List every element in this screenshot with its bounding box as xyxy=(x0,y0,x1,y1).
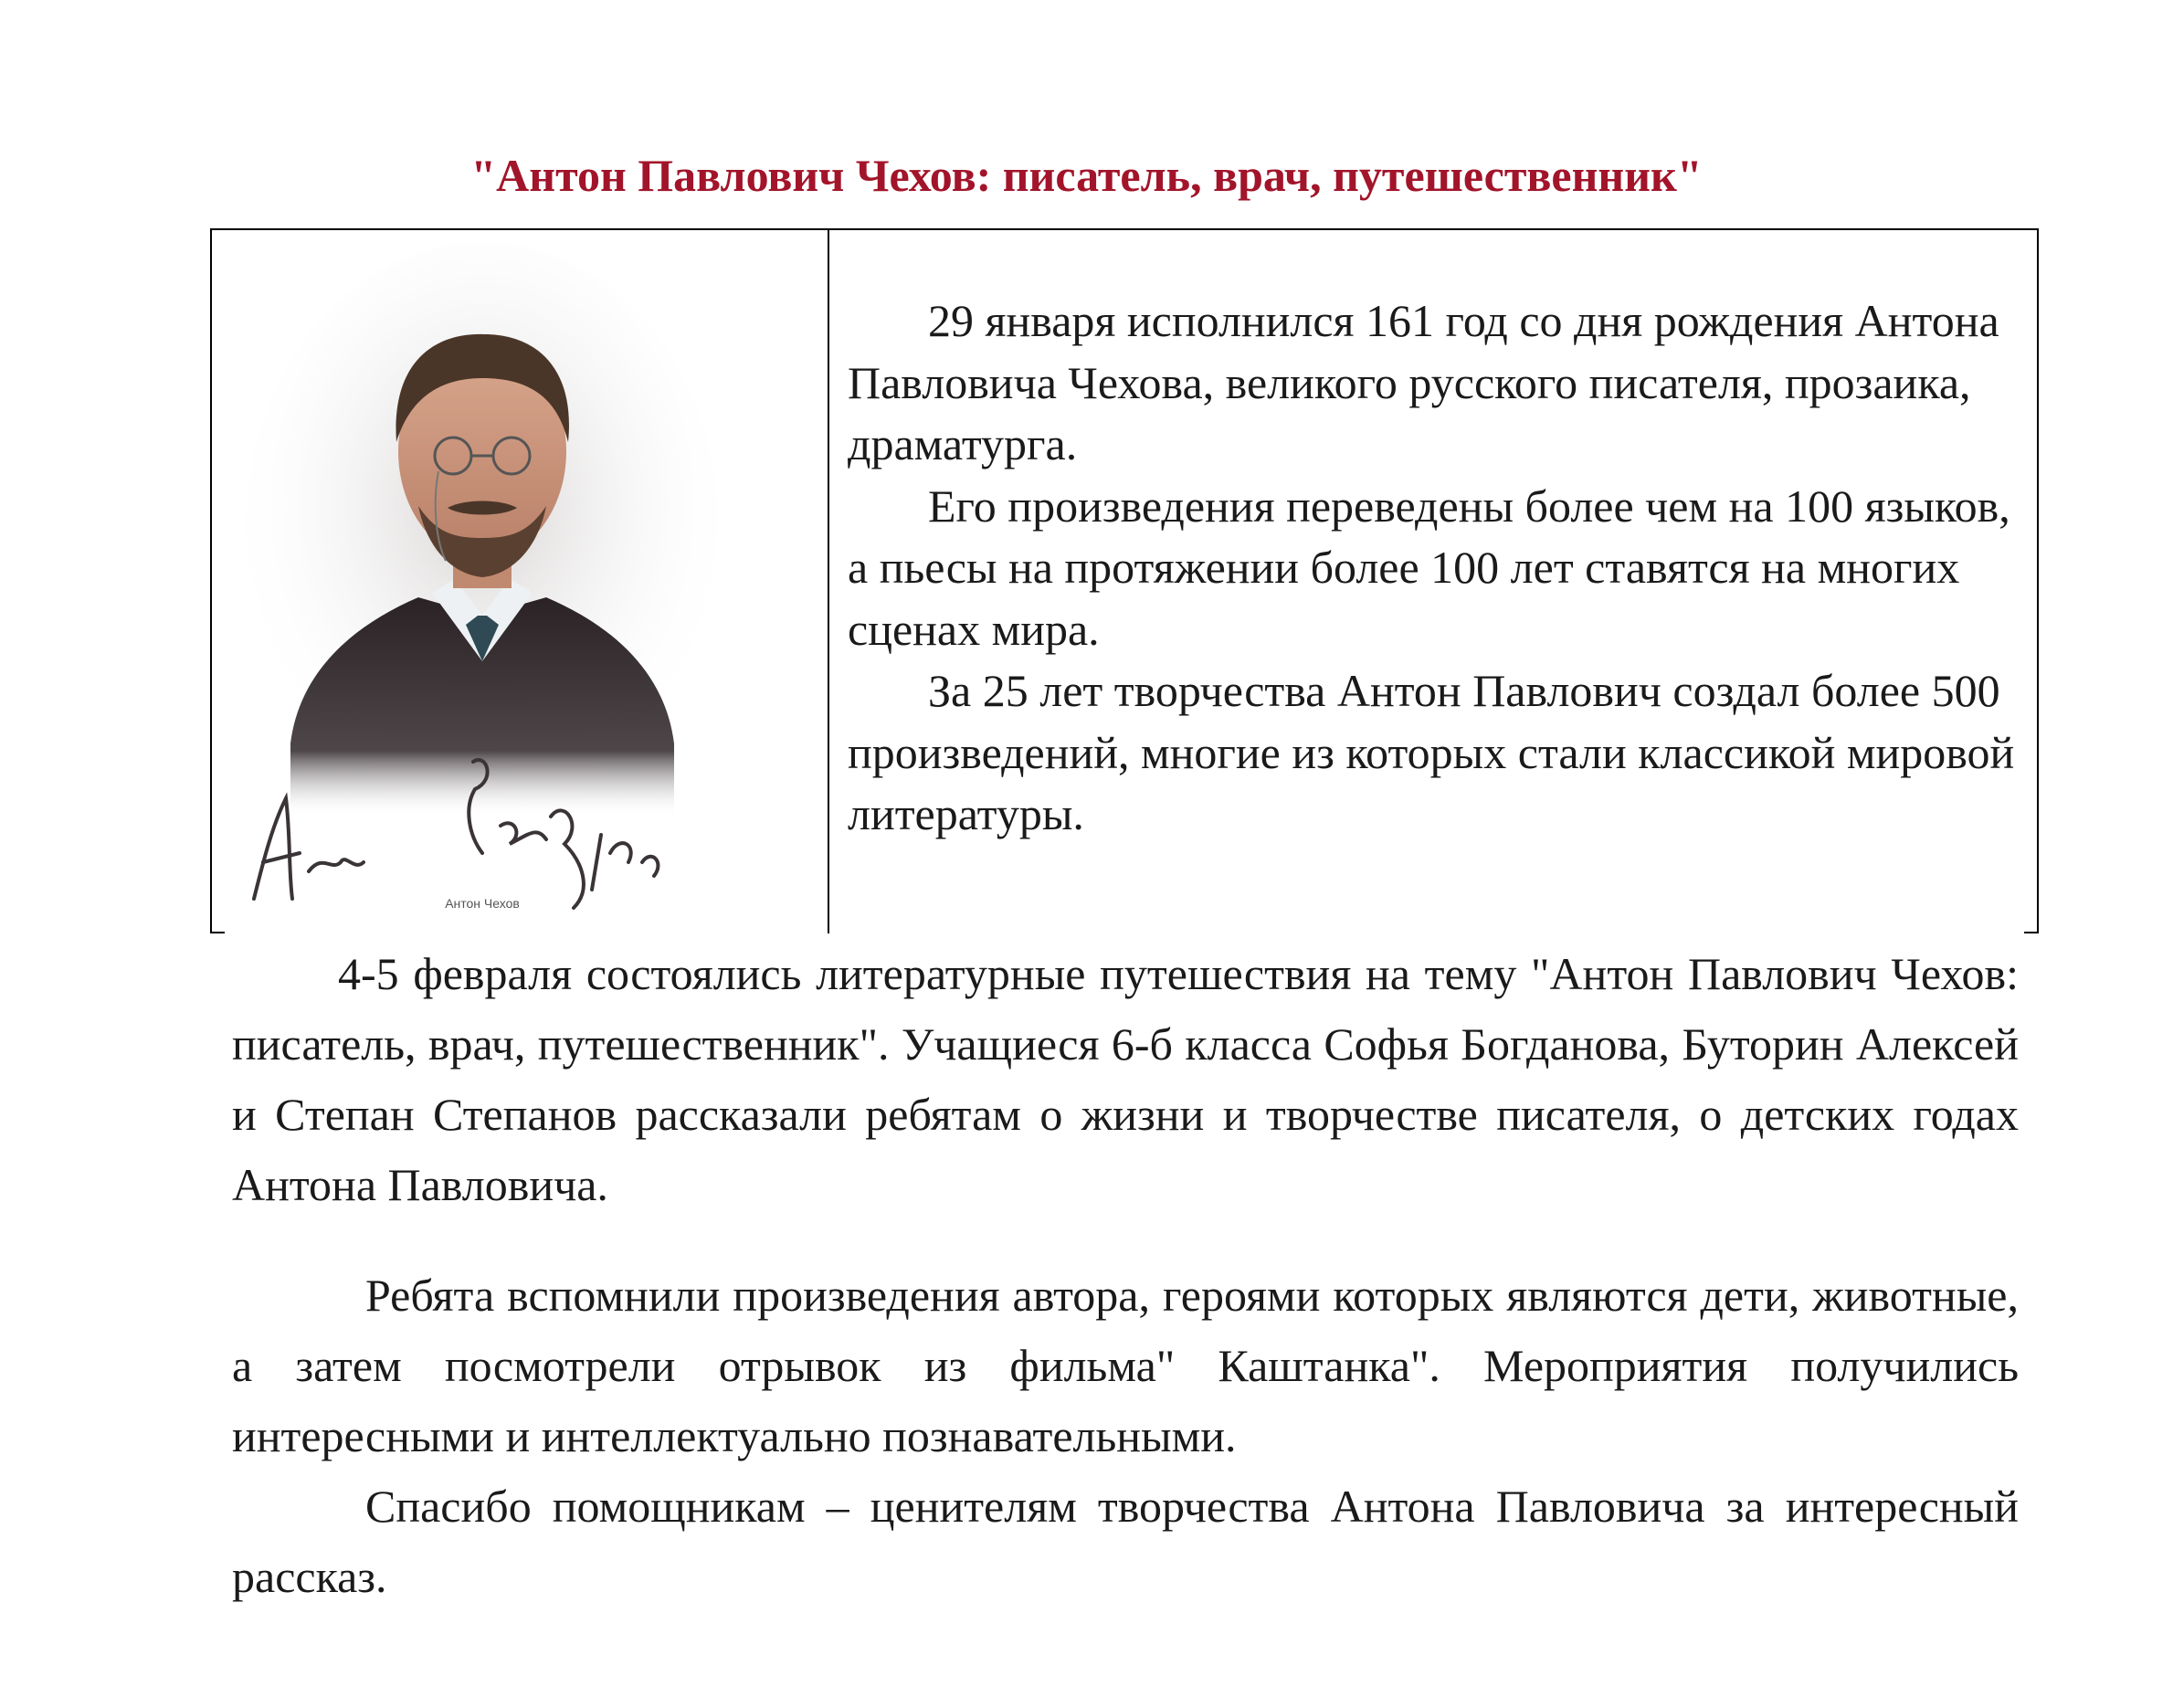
frame-corner-right xyxy=(2024,932,2039,933)
frame-corner-left xyxy=(210,932,225,933)
body-paragraph: 4-5 февраля состоялись литературные путешествия на тему "Антон Павлович Чехов: писатель, врач, путешественник". Учащиеся 6-б класса Софья Богданова, Буторин Алексей и Степан Степанов рассказали ребятам о жизни и творчестве писателя, о детских годах Антона Павловича. xyxy=(232,948,2019,1210)
portrait-photo xyxy=(236,232,729,932)
intro-paragraph: За 25 лет творчества Антон Павлович создал более 500 произведений, многие из которых стали классикой мировой литературы. xyxy=(848,665,2015,839)
portrait-caption: Антон Чехов xyxy=(445,896,520,911)
page-title: "Антон Павлович Чехов: писатель, врач, путешественник" xyxy=(470,149,1703,201)
intro-paragraph: 29 января исполнился 161 год со дня рождения Антона Павловича Чехова, великого русского писателя, прозаика, драматурга. xyxy=(848,295,1999,469)
frame-divider xyxy=(828,228,829,933)
body-paragraph: Ребята вспомнили произведения автора, героями которых являются дети, животные, а затем посмотрели отрывок из фильма" Каштанка". Мероприятия получились интересными и интеллектуально познавательными. xyxy=(232,1270,2019,1461)
body-paragraph: Спасибо помощникам – ценителям творчества Антона Павловича за интересный рассказ. xyxy=(232,1481,2019,1602)
article-body xyxy=(232,939,2019,1612)
intro-text xyxy=(848,290,2019,846)
intro-paragraph: Его произведения переведены более чем на 100 языков, а пьесы на протяжении более 100 лет ставятся на многих сценах мира. xyxy=(848,480,2010,655)
